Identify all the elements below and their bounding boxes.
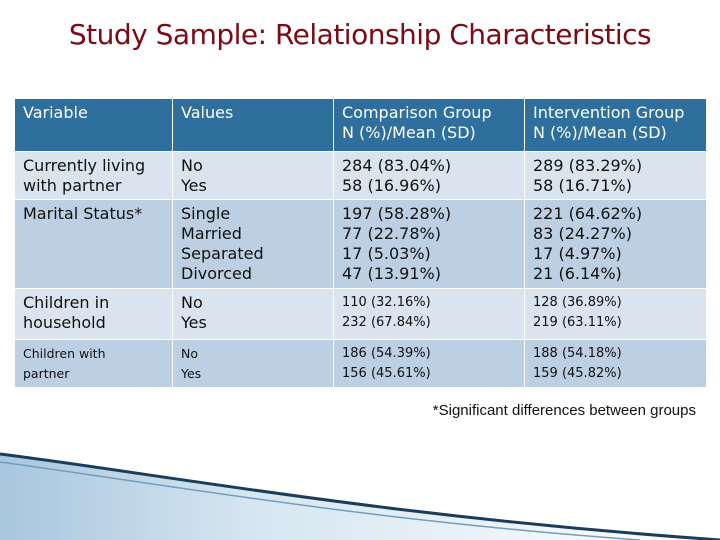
swoosh-fill <box>0 454 720 540</box>
decorative-swoosh <box>0 440 720 540</box>
row-values-cell: No Yes <box>173 152 334 200</box>
slide-title: Study Sample: Relationship Characteristics <box>68 18 652 51</box>
row-intervention-cell: 289 (83.29%) 58 (16.71%) <box>525 152 707 200</box>
row-comparison-cell: 110 (32.16%) 232 (67.84%) <box>334 289 525 340</box>
table-row <box>15 152 707 200</box>
row-comparison-cell: 284 (83.04%) 58 (16.96%) <box>334 152 525 200</box>
header-cell-variable: Variable <box>15 99 173 152</box>
row-intervention-cell: 221 (64.62%) 83 (24.27%) 17 (4.97%) 21 (6.14%) <box>525 200 707 289</box>
header-cell-values: Values <box>173 99 334 152</box>
row-values-cell: No Yes <box>173 340 334 388</box>
row-values-cell: No Yes <box>173 289 334 340</box>
row-variable-cell: Marital Status* <box>15 200 173 289</box>
footnote: *Significant differences between groups <box>432 402 696 419</box>
row-intervention-cell: 128 (36.89%) 219 (63.11%) <box>525 289 707 340</box>
row-variable-cell: Currently living with partner <box>15 152 173 200</box>
table-row <box>15 200 707 289</box>
header-cell-comparison-group: Comparison Group N (%)/Mean (SD) <box>334 99 525 152</box>
row-comparison-cell: 197 (58.28%) 77 (22.78%) 17 (5.03%) 47 (13.91%) <box>334 200 525 289</box>
row-variable-cell: Children in household <box>15 289 173 340</box>
row-variable-cell: Children with partner <box>15 340 173 388</box>
row-values-cell: Single Married Separated Divorced <box>173 200 334 289</box>
row-intervention-cell: 188 (54.18%) 159 (45.82%) <box>525 340 707 388</box>
table-row <box>15 340 707 388</box>
table-row <box>15 289 707 340</box>
relationship-characteristics-table <box>14 98 707 388</box>
table-header-row <box>15 99 707 152</box>
row-comparison-cell: 186 (54.39%) 156 (45.61%) <box>334 340 525 388</box>
header-cell-intervention-group: Intervention Group N (%)/Mean (SD) <box>525 99 707 152</box>
